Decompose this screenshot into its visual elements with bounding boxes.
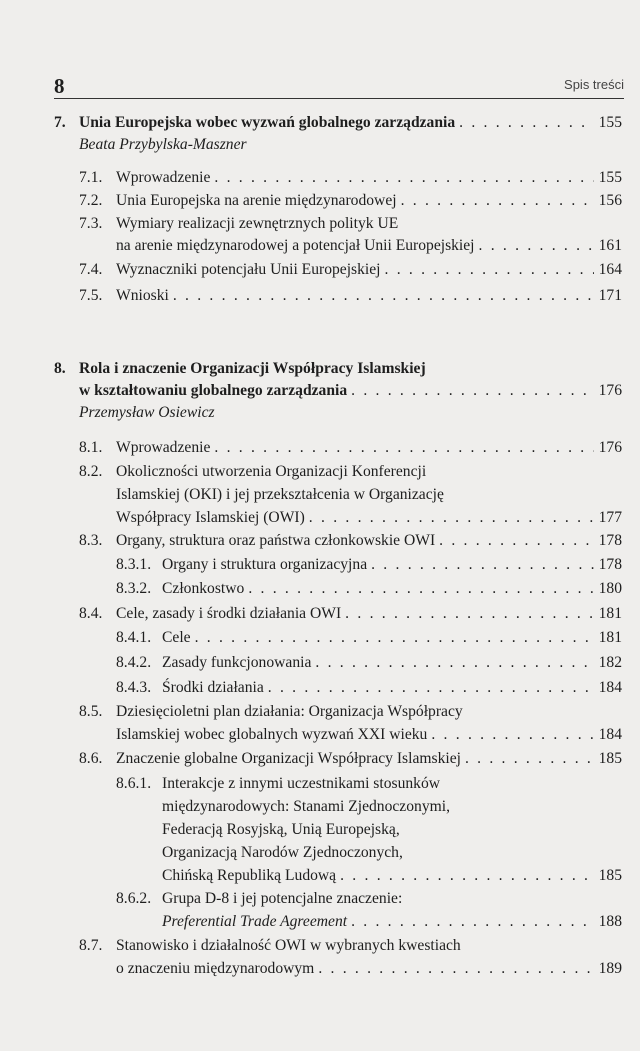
page-ref: 176 <box>598 439 622 456</box>
chapter-author <box>79 134 247 156</box>
toc-entry-continuation <box>162 796 450 818</box>
section-title: Organizacją Narodów Zjednoczonych, <box>162 844 403 861</box>
toc-entry-continuation <box>116 958 622 980</box>
chapter-title: w kształtowaniu globalnego zarządzania <box>79 382 348 399</box>
leader-dots <box>340 865 594 887</box>
section-title: Wymiary realizacji zewnętrznych polityk UE <box>116 215 399 232</box>
page-number: 8 <box>54 74 65 98</box>
page-ref: 176 <box>598 382 622 399</box>
chapter-number: 8. <box>54 360 66 377</box>
section-number: 8.4. <box>79 605 103 622</box>
section-title: międzynarodowych: Stanami Zjednoczonymi, <box>162 798 450 815</box>
section-title: Unia Europejska na arenie międzynarodowej <box>116 192 397 209</box>
leader-dots <box>479 235 594 257</box>
page-ref: 180 <box>598 580 622 597</box>
toc-entry-continuation <box>162 842 403 864</box>
toc-entry <box>116 627 622 649</box>
page-header <box>54 74 624 96</box>
chapter-author <box>79 402 215 424</box>
section-number: 8.3.1. <box>116 556 152 573</box>
toc-entry-continuation <box>116 724 622 746</box>
section-title: Cele, zasady i środki działania OWI <box>116 605 342 622</box>
section-title: Organy, struktura oraz państwa członkowskie OWI <box>116 532 436 549</box>
leader-dots <box>268 677 594 699</box>
leader-dots <box>173 285 594 307</box>
section-title: o znaczeniu międzynarodowym <box>116 960 315 977</box>
page-ref: 164 <box>598 261 622 278</box>
header-rule <box>54 98 624 99</box>
toc-entry <box>79 259 622 281</box>
section-title: Interakcje z innymi uczestnikami stosunków <box>162 775 441 792</box>
leader-dots <box>351 911 594 933</box>
section-number: 7.2. <box>79 192 103 209</box>
page-ref: 156 <box>598 192 622 209</box>
section-title: Okoliczności utworzenia Organizacji Konferencji <box>116 463 427 480</box>
page-ref: 185 <box>598 867 622 884</box>
toc-entry <box>79 167 622 189</box>
toc-entry-continuation <box>162 865 622 887</box>
page-ref: 171 <box>598 287 622 304</box>
page-ref: 184 <box>598 726 622 743</box>
section-number: 8.6.2. <box>116 890 152 907</box>
section-title: Chińską Republiką Ludową <box>162 867 337 884</box>
toc-entry <box>116 677 622 699</box>
leader-dots <box>385 259 594 281</box>
section-title: Organy i struktura organizacyjna <box>162 556 368 573</box>
chapter-7-heading <box>54 112 622 134</box>
page-ref: 161 <box>598 237 622 254</box>
page-ref: 178 <box>598 532 622 549</box>
chapter-number: 7. <box>54 114 66 131</box>
chapter-8-heading <box>54 358 426 380</box>
toc-entry <box>116 888 402 910</box>
section-title: Członkostwo <box>162 580 245 597</box>
section-title: Cele <box>162 629 191 646</box>
toc-entry <box>79 748 622 770</box>
section-number: 7.5. <box>79 287 103 304</box>
page-ref: 185 <box>598 750 622 767</box>
leader-dots <box>315 652 593 674</box>
section-title: Zasady funkcjonowania <box>162 654 312 671</box>
toc-entry <box>79 437 622 459</box>
toc-entry <box>116 554 622 576</box>
page-ref: 181 <box>598 605 622 622</box>
toc-entry <box>79 461 426 483</box>
section-title: Dziesięcioletni plan działania: Organizacja Współpracy <box>116 703 463 720</box>
author-name: Beata Przybylska-Maszner <box>79 136 247 153</box>
toc-entry <box>79 213 622 235</box>
toc-entry <box>116 773 440 795</box>
page-ref: 178 <box>598 556 622 573</box>
leader-dots <box>431 724 593 746</box>
page-ref: 181 <box>598 629 622 646</box>
section-title: Islamskiej wobec globalnych wyzwań XXI wieku <box>116 726 428 743</box>
leader-dots <box>459 112 593 134</box>
leader-dots <box>195 627 594 649</box>
section-number: 8.4.2. <box>116 654 152 671</box>
running-title: Spis treści <box>564 77 624 92</box>
toc-entry <box>79 701 463 723</box>
section-title: Wnioski <box>116 287 169 304</box>
section-title: na arenie międzynarodowej a potencjał Unii Europejskiej <box>116 237 475 254</box>
section-number: 7.1. <box>79 169 103 186</box>
section-title: Stanowisko i działalność OWI w wybranych kwestiach <box>116 937 461 954</box>
page-ref: 177 <box>598 509 622 526</box>
leader-dots <box>318 958 593 980</box>
leader-dots <box>439 530 593 552</box>
leader-dots <box>214 437 593 459</box>
section-title: Współpracy Islamskiej (OWI) <box>116 509 305 526</box>
toc-entry <box>79 603 622 625</box>
leader-dots <box>248 578 593 600</box>
chapter-title-continuation <box>79 380 622 402</box>
section-number: 8.4.3. <box>116 679 152 696</box>
toc-entry-continuation <box>116 484 444 506</box>
section-title: Federacją Rosyjską, Unią Europejską, <box>162 821 400 838</box>
page-ref: 182 <box>598 654 622 671</box>
author-name: Przemysław Osiewicz <box>79 404 215 421</box>
section-number: 7.4. <box>79 261 103 278</box>
toc-entry-continuation <box>162 911 622 933</box>
section-title: Wyznaczniki potencjału Unii Europejskiej <box>116 261 381 278</box>
section-number: 8.6. <box>79 750 103 767</box>
section-number: 7.3. <box>79 215 103 232</box>
page-ref: 189 <box>598 960 622 977</box>
leader-dots <box>465 748 594 770</box>
section-number: 8.1. <box>79 439 103 456</box>
section-number: 8.4.1. <box>116 629 152 646</box>
leader-dots <box>371 554 594 576</box>
chapter-title: Unia Europejska wobec wyzwań globalnego zarządzania <box>79 114 456 131</box>
toc-entry <box>116 652 622 674</box>
toc-entry <box>79 190 622 212</box>
section-title: Islamskiej (OKI) i jej przekształcenia w Organizację <box>116 486 444 503</box>
page-ref: 188 <box>598 913 622 930</box>
section-title: Wprowadzenie <box>116 439 211 456</box>
section-title: Preferential Trade Agreement <box>162 913 348 930</box>
chapter-title: Rola i znaczenie Organizacji Współpracy Islamskiej <box>79 360 426 377</box>
section-number: 8.3. <box>79 532 103 549</box>
section-title: Środki działania <box>162 679 264 696</box>
toc-entry <box>79 530 622 552</box>
leader-dots <box>351 380 593 402</box>
page-ref: 155 <box>598 114 622 131</box>
page-ref: 184 <box>598 679 622 696</box>
section-title: Wprowadzenie <box>116 169 211 186</box>
section-title: Grupa D-8 i jej potencjalne znaczenie: <box>162 890 403 907</box>
page-ref: 155 <box>598 169 622 186</box>
leader-dots <box>401 190 594 212</box>
section-title: Znaczenie globalne Organizacji Współpracy Islamskiej <box>116 750 461 767</box>
section-number: 8.2. <box>79 463 103 480</box>
section-number: 8.5. <box>79 703 103 720</box>
section-number: 8.6.1. <box>116 775 152 792</box>
toc-entry <box>79 285 622 307</box>
toc-entry <box>79 935 461 957</box>
leader-dots <box>345 603 593 625</box>
section-number: 8.7. <box>79 937 103 954</box>
leader-dots <box>214 167 593 189</box>
leader-dots <box>309 507 594 529</box>
toc-entry-continuation <box>116 235 622 257</box>
toc-entry-continuation <box>116 507 622 529</box>
section-number: 8.3.2. <box>116 580 152 597</box>
toc-entry <box>116 578 622 600</box>
toc-entry-continuation <box>162 819 400 841</box>
